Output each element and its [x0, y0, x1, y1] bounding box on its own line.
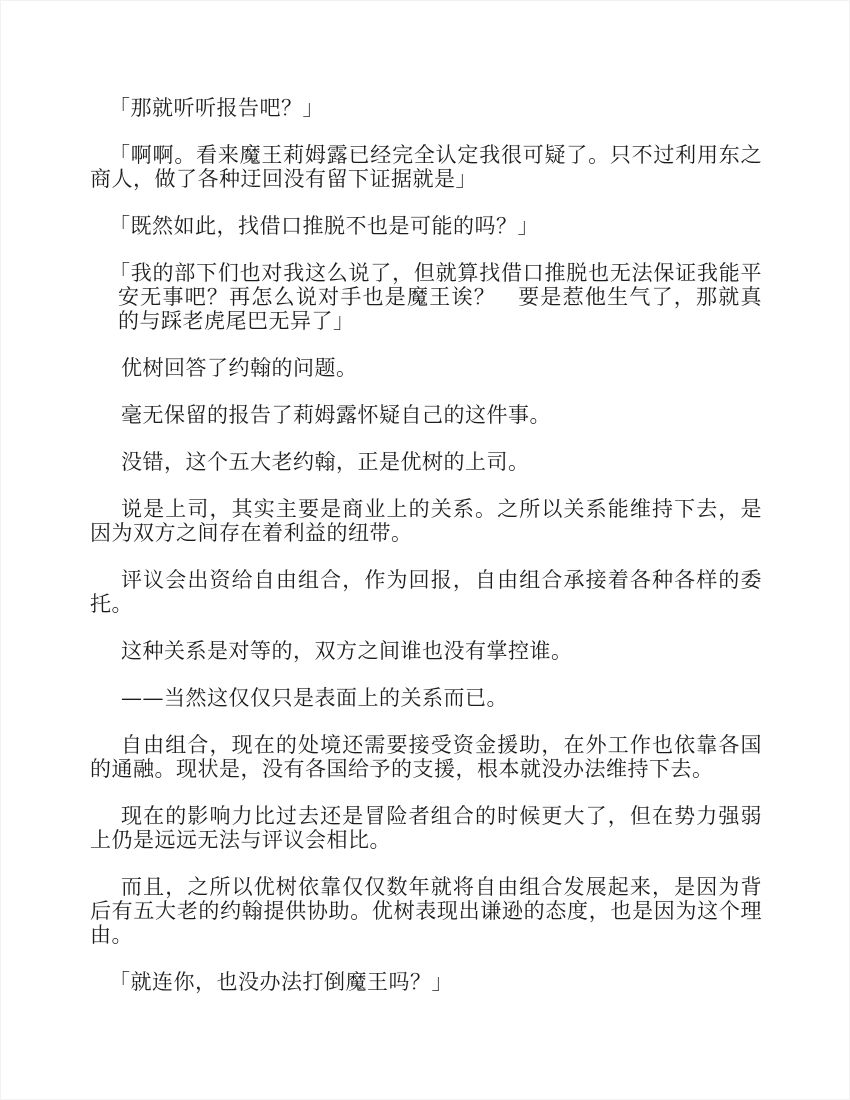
paragraph-dialogue: 「那就听听报告吧？」 — [109, 96, 324, 120]
paragraph-narration: 而且，之所以优树依靠仅仅数年就将自由组合发展起来，是因为背后有五大老的约翰提供协助。优树表现出谦逊的态度，也是因为这个理由。 — [90, 875, 762, 947]
reader-content — [90, 96, 762, 1017]
paragraph-narration: 自由组合，现在的处境还需要接受资金援助，在外工作也依靠各国的通融。现状是，没有各国给予的支援，根本就没办法维持下去。 — [90, 733, 762, 781]
paragraph-narration: 优树回答了约翰的问题。 — [121, 356, 358, 380]
paragraph-dialogue: 「就连你，也没办法打倒魔王吗？」 — [109, 970, 453, 994]
paragraph-dialogue: 「啊啊。看来魔王莉姆露已经完全认定我很可疑了。只不过利用东之商人，做了各种迂回没有留下证据就是」 — [90, 143, 762, 191]
paragraph-narration: 说是上司，其实主要是商业上的关系。之所以关系能维持下去，是因为双方之间存在着利益的纽带。 — [90, 497, 762, 545]
paragraph-narration: 这种关系是对等的，双方之间谁也没有掌控谁。 — [121, 639, 573, 663]
paragraph-narration: ——当然这仅仅只是表面上的关系而已。 — [121, 686, 508, 710]
paragraph-narration: 没错，这个五大老约翰，正是优树的上司。 — [121, 450, 530, 474]
paragraph-narration: 毫无保留的报告了莉姆露怀疑自己的这件事。 — [121, 403, 551, 427]
paragraph-dialogue: 「我的部下们也对我这么说了，但就算找借口推脱也无法保证我能平安无事吧？再怎么说对手也是魔王诶？ 要是惹他生气了，那就真的与踩老虎尾巴无异了」 — [109, 261, 762, 333]
paragraph-dialogue: 「既然如此，找借口推脱不也是可能的吗？」 — [109, 214, 539, 238]
paragraph-narration: 现在的影响力比过去还是冒险者组合的时候更大了，但在势力强弱上仍是远远无法与评议会相比。 — [90, 804, 762, 852]
paragraph-narration: 评议会出资给自由组合，作为回报，自由组合承接着各种各样的委托。 — [90, 568, 762, 616]
